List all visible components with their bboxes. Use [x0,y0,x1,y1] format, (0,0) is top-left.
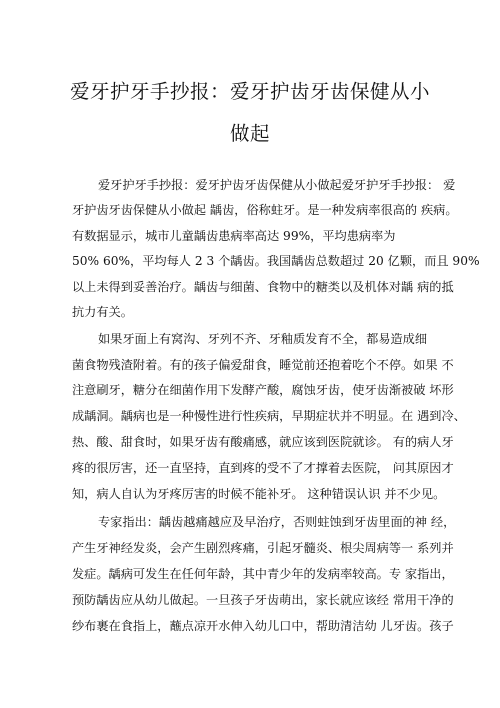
paragraph-3-line: 产生牙神经发炎，会产生剧烈疼痛，引起牙髓炎、根尖周病等一 系列并 [72,541,454,555]
paragraph-1-line: 以上未得到妥善治疗。龋齿与细菌、食物中的糖类以及机体对龋 病的抵 [72,280,454,294]
paragraph-2-line: 知，病人自认为牙疼厉害的时候不能补牙。 这种错误认识 并不少见。 [72,487,446,501]
paragraph-1-line: 有数据显示，城市儿童龋齿患病率高达 99%，平均患病率为 [72,229,396,243]
paragraph-3-line: 预防龋齿应从幼儿做起。一旦孩子牙齿萌出，家长就应该经 常用干净的 [72,593,454,607]
paragraph-1-line: 爱牙护牙手抄报：爱牙护齿牙齿保健从小做起爱牙护牙手抄报： 爱 [98,178,456,192]
paragraph-2-line: 如果牙面上有窝沟、牙列不齐、牙釉质发育不全，都易造成细 [98,332,428,346]
paragraph-3-line: 专家指出：龋齿越痛越应及早治疗，否则蛀蚀到牙齿里面的神 经， [98,515,456,529]
paragraph-1-line: 50% 60%，平均每人 2 3 个龋齿。我国龋齿总数超过 20 亿颗，而且 90% [72,254,480,268]
paragraph-2-line: 成龋洞。龋病也是一种慢性进行性疾病，早期症状并不明显。在 遇到冷、 [72,409,466,423]
paragraph-2-line: 疼的很厉害，还一直坚持，直到疼的受不了才撑着去医院， 问其原因才 [72,461,454,475]
document-title-line-2: 做起 [229,122,270,145]
paragraph-1-line: 抗力有关。 [72,305,133,319]
paragraph-2-line: 菌食物残渣附着。有的孩子偏爱甜食，睡觉前还抱着吃个不停。如果 不 [72,358,454,372]
document-title-line-1: 爱牙护牙手抄报：爱牙护齿牙齿保健从小 [69,80,430,103]
paragraph-2-line: 热、酸、甜食时，如果牙齿有酸痛感，就应该到医院就诊。 有的病人牙 [72,435,454,449]
paragraph-1-line: 牙护齿牙齿保健从小做起 龋齿，俗称蛀牙。是一种发病率很高的 疾病。 [72,203,458,217]
paragraph-3-line: 发症。龋病可发生在任何年龄，其中青少年的发病率较高。专 家指出， [72,567,454,581]
paragraph-2-line: 注意刷牙，糖分在细菌作用下发酵产酸，腐蚀牙齿，使牙齿渐被破 坏形 [72,383,454,397]
paragraph-3-line: 纱布裹在食指上，蘸点凉开水伸入幼儿口中，帮助清洁幼 儿牙齿。孩子 [72,619,454,633]
